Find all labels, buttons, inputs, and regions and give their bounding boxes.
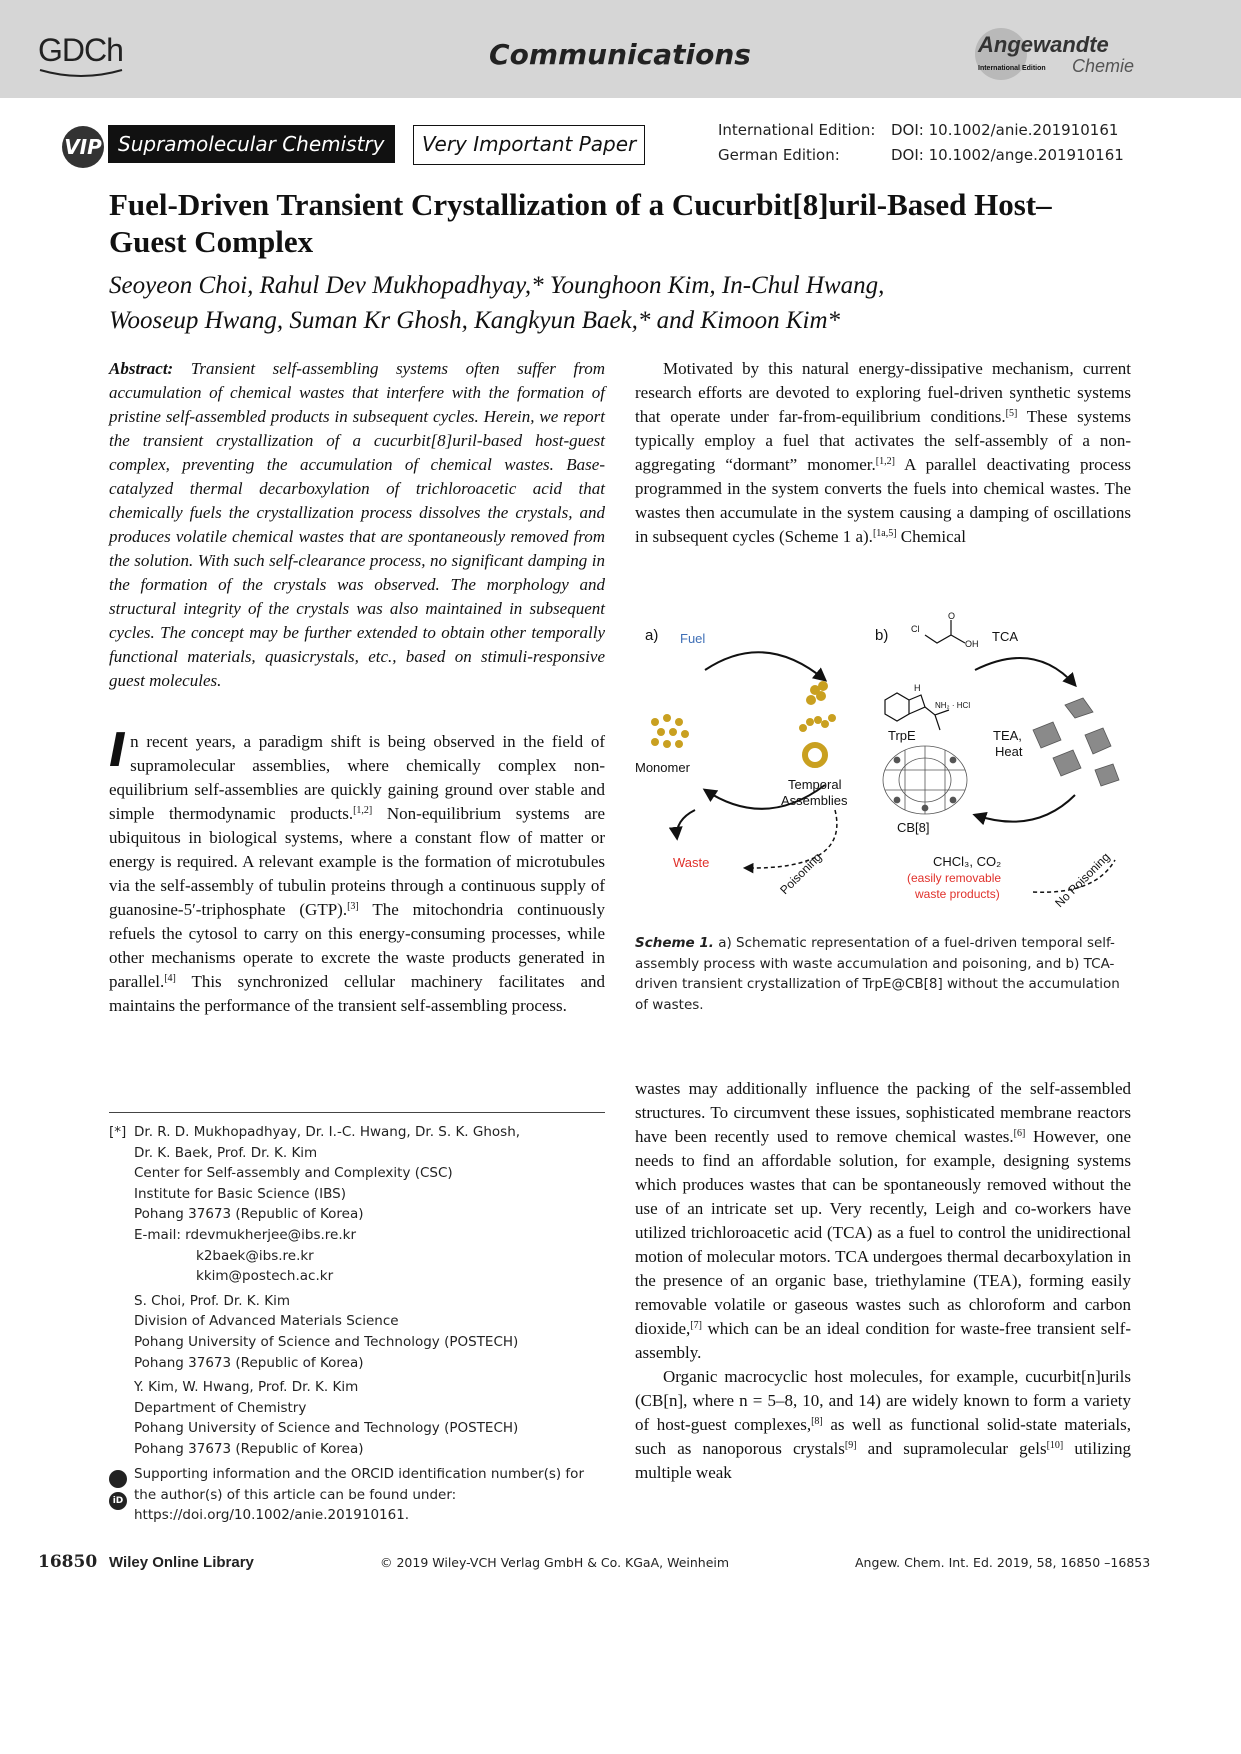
body-text: Motivated by this natural energy-dissipative mechanism, current research efforts are devoted to exploring fuel-driven synthetic systems that operate under far-from-equilibrium conditions. [635, 359, 1131, 426]
cb8-label: CB[8] [897, 820, 930, 835]
intro-text: The mitochondria continuously refuels the cytosol to carry on this energy-consuming processes, while other mechanisms operate to excrete the waste products generated in parallel. [109, 900, 605, 991]
ring-assembly-icon [805, 745, 825, 765]
trpe-structure-icon [885, 693, 949, 730]
affiliation-line: Center for Self-assembly and Complexity (CSC) [134, 1165, 453, 1182]
wiley-online-library-link[interactable]: Wiley Online Library [109, 1554, 254, 1571]
email-link[interactable]: kkim@postech.ac.kr [196, 1268, 334, 1285]
caption-text: a) Schematic representation of a fuel-driven temporal self-assembly process with waste accumulation and poisoning, and b) TCA-driven transient crystallization of TrpE@CB[8] without the accumulation of wastes. [635, 935, 1120, 1013]
reference-link[interactable]: [7] [690, 1320, 702, 1331]
abstract [109, 357, 605, 693]
title-line: Guest Complex [109, 224, 314, 259]
email-link[interactable]: E-mail: rdevmukherjee@ibs.re.kr [134, 1226, 357, 1243]
tca-label: TCA [992, 629, 1018, 644]
fuel-arrow [705, 652, 825, 680]
caption-label: Scheme 1. [635, 935, 714, 951]
panel-a-label: a) [645, 627, 659, 644]
affiliation-line: Institute for Basic Science (IBS) [134, 1185, 346, 1202]
no-poisoning-label: No Poisoning [1052, 849, 1113, 911]
doi-intl-link[interactable]: DOI: 10.1002/anie.201910161 [891, 121, 1119, 139]
journal-logo-sub: Chemie [1072, 56, 1135, 76]
journal-header [0, 0, 1241, 98]
doi-german-label: German Edition: [718, 146, 840, 164]
article-title [109, 186, 1139, 260]
scheme-1-figure [635, 610, 1135, 915]
tca-arrow [975, 658, 1075, 685]
drop-cap: I [109, 723, 127, 777]
orcid-icon: iD [109, 1492, 127, 1510]
scheme-caption [635, 933, 1131, 1015]
copyright: © 2019 Wiley-VCH Verlag GmbH & Co. KGaA, Weinheim [380, 1555, 730, 1570]
body-text: utilizing multiple weak [635, 1439, 1131, 1482]
body-text-right-top [635, 357, 1131, 549]
affiliation-line: Pohang 37673 (Republic of Korea) [134, 1354, 364, 1371]
affiliation-line: Division of Advanced Materials Science [134, 1313, 399, 1330]
authors-line: Wooseup Hwang, Suman Kr Ghosh, Kangkyun Baek,* and Kimoon Kim* [109, 307, 841, 334]
journal-logo-edition: International Edition [978, 65, 1046, 72]
panel-b-label: b) [875, 627, 889, 644]
gdch-swoosh-icon [38, 68, 124, 80]
easily-removable-label: (easily removable [907, 871, 1002, 885]
monomer-label: Monomer [635, 760, 690, 775]
reference-link[interactable]: [8] [811, 1416, 823, 1427]
supporting-line: the author(s) of this article can be found under: [134, 1486, 457, 1503]
poisoning-label: Poisoning [777, 849, 825, 898]
chcl3-co2-label: CHCl₃, CO₂ [933, 854, 1002, 869]
supporting-doi-link[interactable]: https://doi.org/10.1002/anie.201910161. [134, 1507, 410, 1524]
topic-banner: Supramolecular Chemistry [108, 125, 395, 163]
heat-label: Heat [995, 744, 1023, 759]
reference-link[interactable]: [9] [844, 1440, 857, 1451]
reference-link[interactable]: [3] [347, 901, 359, 912]
intro-text: This synchronized cellular machinery facilitates and maintains the performance of the transient self-assembling process. [109, 972, 605, 1015]
reference-link[interactable]: [6] [1013, 1128, 1026, 1139]
citation: Angew. Chem. Int. Ed. 2019, 58, 16850 –16853 [855, 1555, 1151, 1570]
reference-link[interactable]: [5] [1005, 408, 1018, 419]
body-text: Chemical [896, 527, 966, 546]
body-text: A parallel deactivating process programmed in the system converts the fuels into chemical wastes. The wastes then accumulate in the system causing a damping of oscillations in subsequent cycles (Scheme 1 a). [635, 455, 1131, 546]
abstract-label: Abstract: [109, 359, 174, 378]
paper-type-banner: Very Important Paper [413, 125, 645, 165]
affiliation-line: Dr. K. Baek, Prof. Dr. K. Kim [134, 1144, 318, 1161]
affiliation-line: Y. Kim, W. Hwang, Prof. Dr. K. Kim [134, 1379, 359, 1396]
reference-link[interactable]: [1a,5] [872, 528, 897, 539]
body-text: However, one needs to find an affordable solution, for example, designing systems which produces wastes that can be spontaneously removed without the use of an intricate set up. Very recently, Leigh and co-workers have utilized trichloroacetic acid (TCA) as a fuel to control the unidirectional motion of molecular motors. TCA undergoes thermal decarboxylation in the presence of an organic base, triethylamine (TEA), forming easily removable volatile or gaseous wastes such as chloroform and carbon dioxide, [635, 1127, 1131, 1338]
supporting-info-icon [109, 1470, 127, 1488]
reference-link[interactable]: [1,2] [875, 456, 895, 467]
tca-o-label: O [948, 611, 956, 621]
reference-link[interactable]: [10] [1046, 1440, 1064, 1451]
tea-label: TEA, [993, 728, 1022, 743]
affiliation-line: Pohang 37673 (Republic of Korea) [134, 1206, 364, 1223]
paragraph [635, 1077, 1131, 1365]
author-list [109, 268, 1139, 338]
tca-cl-label: Cl [911, 624, 920, 634]
trpe-nh-label: H [914, 683, 921, 693]
abstract-text: Transient self-assembling systems often suffer from accumulation of chemical wastes that interfere with the formation of pristine self-assembled products in subsequent cycles. Herein, we report the transient crystallization of a cucurbit[8]uril-based host-guest complex, preventing the accumulation of chemical wastes. Base-catalyzed thermal decarboxylation of trichloroacetic acid that chemically fuels the crystallization process dissolves the crystals, and produces volatile chemical wastes that are spontaneously removed from the solution. With such self-clearance process, no significant damping in the formation of the crystals was observed. The morphology and structural integrity of the crystals was also maintained in subsequent cycles. The concept may be further extended to obtain other temporally functional materials, quasicrystals, etc., based on stimuli-responsive guest molecules. [109, 359, 605, 690]
waste-label: Waste [673, 855, 710, 870]
affiliation-line: Pohang University of Science and Technology (POSTECH) [134, 1333, 519, 1350]
body-text: and supramolecular gels [856, 1439, 1047, 1458]
crystals-icon [1033, 698, 1119, 786]
intro-text: n recent years, a paradigm shift is being observed in the field of supramolecular assemblies, where chemically complex non-equilibrium self-assemblies are quickly gaining ground over stable and simple thermodynamic products. [109, 732, 605, 823]
temporal-label: Temporal [788, 777, 842, 792]
temporal-assembly-icon [799, 681, 836, 732]
doi-intl-label: International Edition: [718, 121, 876, 139]
waste-out-arrow [677, 810, 695, 838]
affiliation-block [134, 1291, 605, 1373]
vip-badge-icon: VIP [62, 126, 104, 168]
reference-link[interactable]: [4] [164, 973, 176, 984]
affiliation-line: Pohang 37673 (Republic of Korea) [134, 1440, 364, 1457]
doi-german-link[interactable]: DOI: 10.1002/ange.201910161 [891, 146, 1124, 164]
title-line: Fuel-Driven Transient Crystallization of a Cucurbit[8]uril-Based Host– [109, 187, 1052, 222]
monomer-dots-icon [651, 714, 689, 748]
affiliation-line: Dr. R. D. Mukhopadhyay, Dr. I.-C. Hwang, Dr. S. K. Ghosh, [134, 1124, 521, 1140]
body-text: wastes may additionally influence the packing of the self-assembled structures. To circumvent these issues, sophisticated membrane reactors have been recently used to remove chemical wastes. [635, 1079, 1131, 1146]
dissolve-arrow [975, 795, 1075, 822]
supporting-info [109, 1464, 605, 1526]
body-text-right-bottom [635, 1077, 1131, 1485]
body-text: These systems typically employ a fuel that activates the self-assembly of a non-aggregating “dormant” monomer. [635, 407, 1131, 474]
introduction [109, 723, 605, 1018]
footnote-mark: [*] [109, 1124, 127, 1140]
body-text: which can be an ideal condition for waste-free transient self-assembly. [635, 1319, 1131, 1362]
paragraph [635, 1365, 1131, 1485]
affiliation-block [134, 1122, 605, 1287]
cb8-structure-icon [883, 746, 967, 814]
gdch-logo: GDCh [38, 32, 123, 68]
reference-link[interactable]: [1,2] [353, 805, 373, 816]
footnote-divider [109, 1112, 605, 1113]
journal-logo: Angewandte [978, 32, 1109, 57]
fuel-label: Fuel [680, 631, 706, 646]
page-number: 16850 [38, 1552, 98, 1572]
trpe-label: TrpE [888, 728, 916, 743]
email-link[interactable]: k2baek@ibs.re.kr [196, 1247, 314, 1264]
authors-line: Seoyeon Choi, Rahul Dev Mukhopadhyay,* Younghoon Kim, In-Chul Hwang, [109, 272, 885, 299]
assemblies-label: Assemblies [781, 793, 848, 808]
affiliations [109, 1122, 605, 1464]
trpe-nh2-label: NH₂ · HCl [935, 701, 971, 710]
intro-text: Non-equilibrium systems are ubiquitous in biological systems, where a constant flow of matter or energy is required. A relevant example is the formation of microtubules via the self-assembly of tubulin proteins through a continuous supply of guanosine-5′-triphosphate (GTP). [109, 804, 605, 919]
body-text: Organic macrocyclic host molecules, for example, cucurbit[n]urils (CB[n], where n = 5–8, 10, and 14) are widely known to form a variety of host-guest complexes, [635, 1367, 1131, 1434]
body-text: as well as functional solid-state materials, such as nanoporous crystals [635, 1415, 1131, 1458]
waste-products-label: waste products) [915, 887, 1000, 901]
page-footer [0, 1552, 1241, 1576]
doi-block [718, 118, 1124, 168]
supporting-line: Supporting information and the ORCID identification number(s) for [134, 1466, 584, 1482]
affiliation-line: S. Choi, Prof. Dr. K. Kim [134, 1292, 290, 1309]
section-title: Communications [489, 38, 751, 71]
tca-structure-icon [925, 620, 965, 643]
tca-oh-label: OH [965, 639, 979, 649]
affiliation-block [134, 1377, 605, 1459]
affiliation-line: Pohang University of Science and Technology (POSTECH) [134, 1420, 519, 1437]
affiliation-line: Department of Chemistry [134, 1399, 307, 1416]
